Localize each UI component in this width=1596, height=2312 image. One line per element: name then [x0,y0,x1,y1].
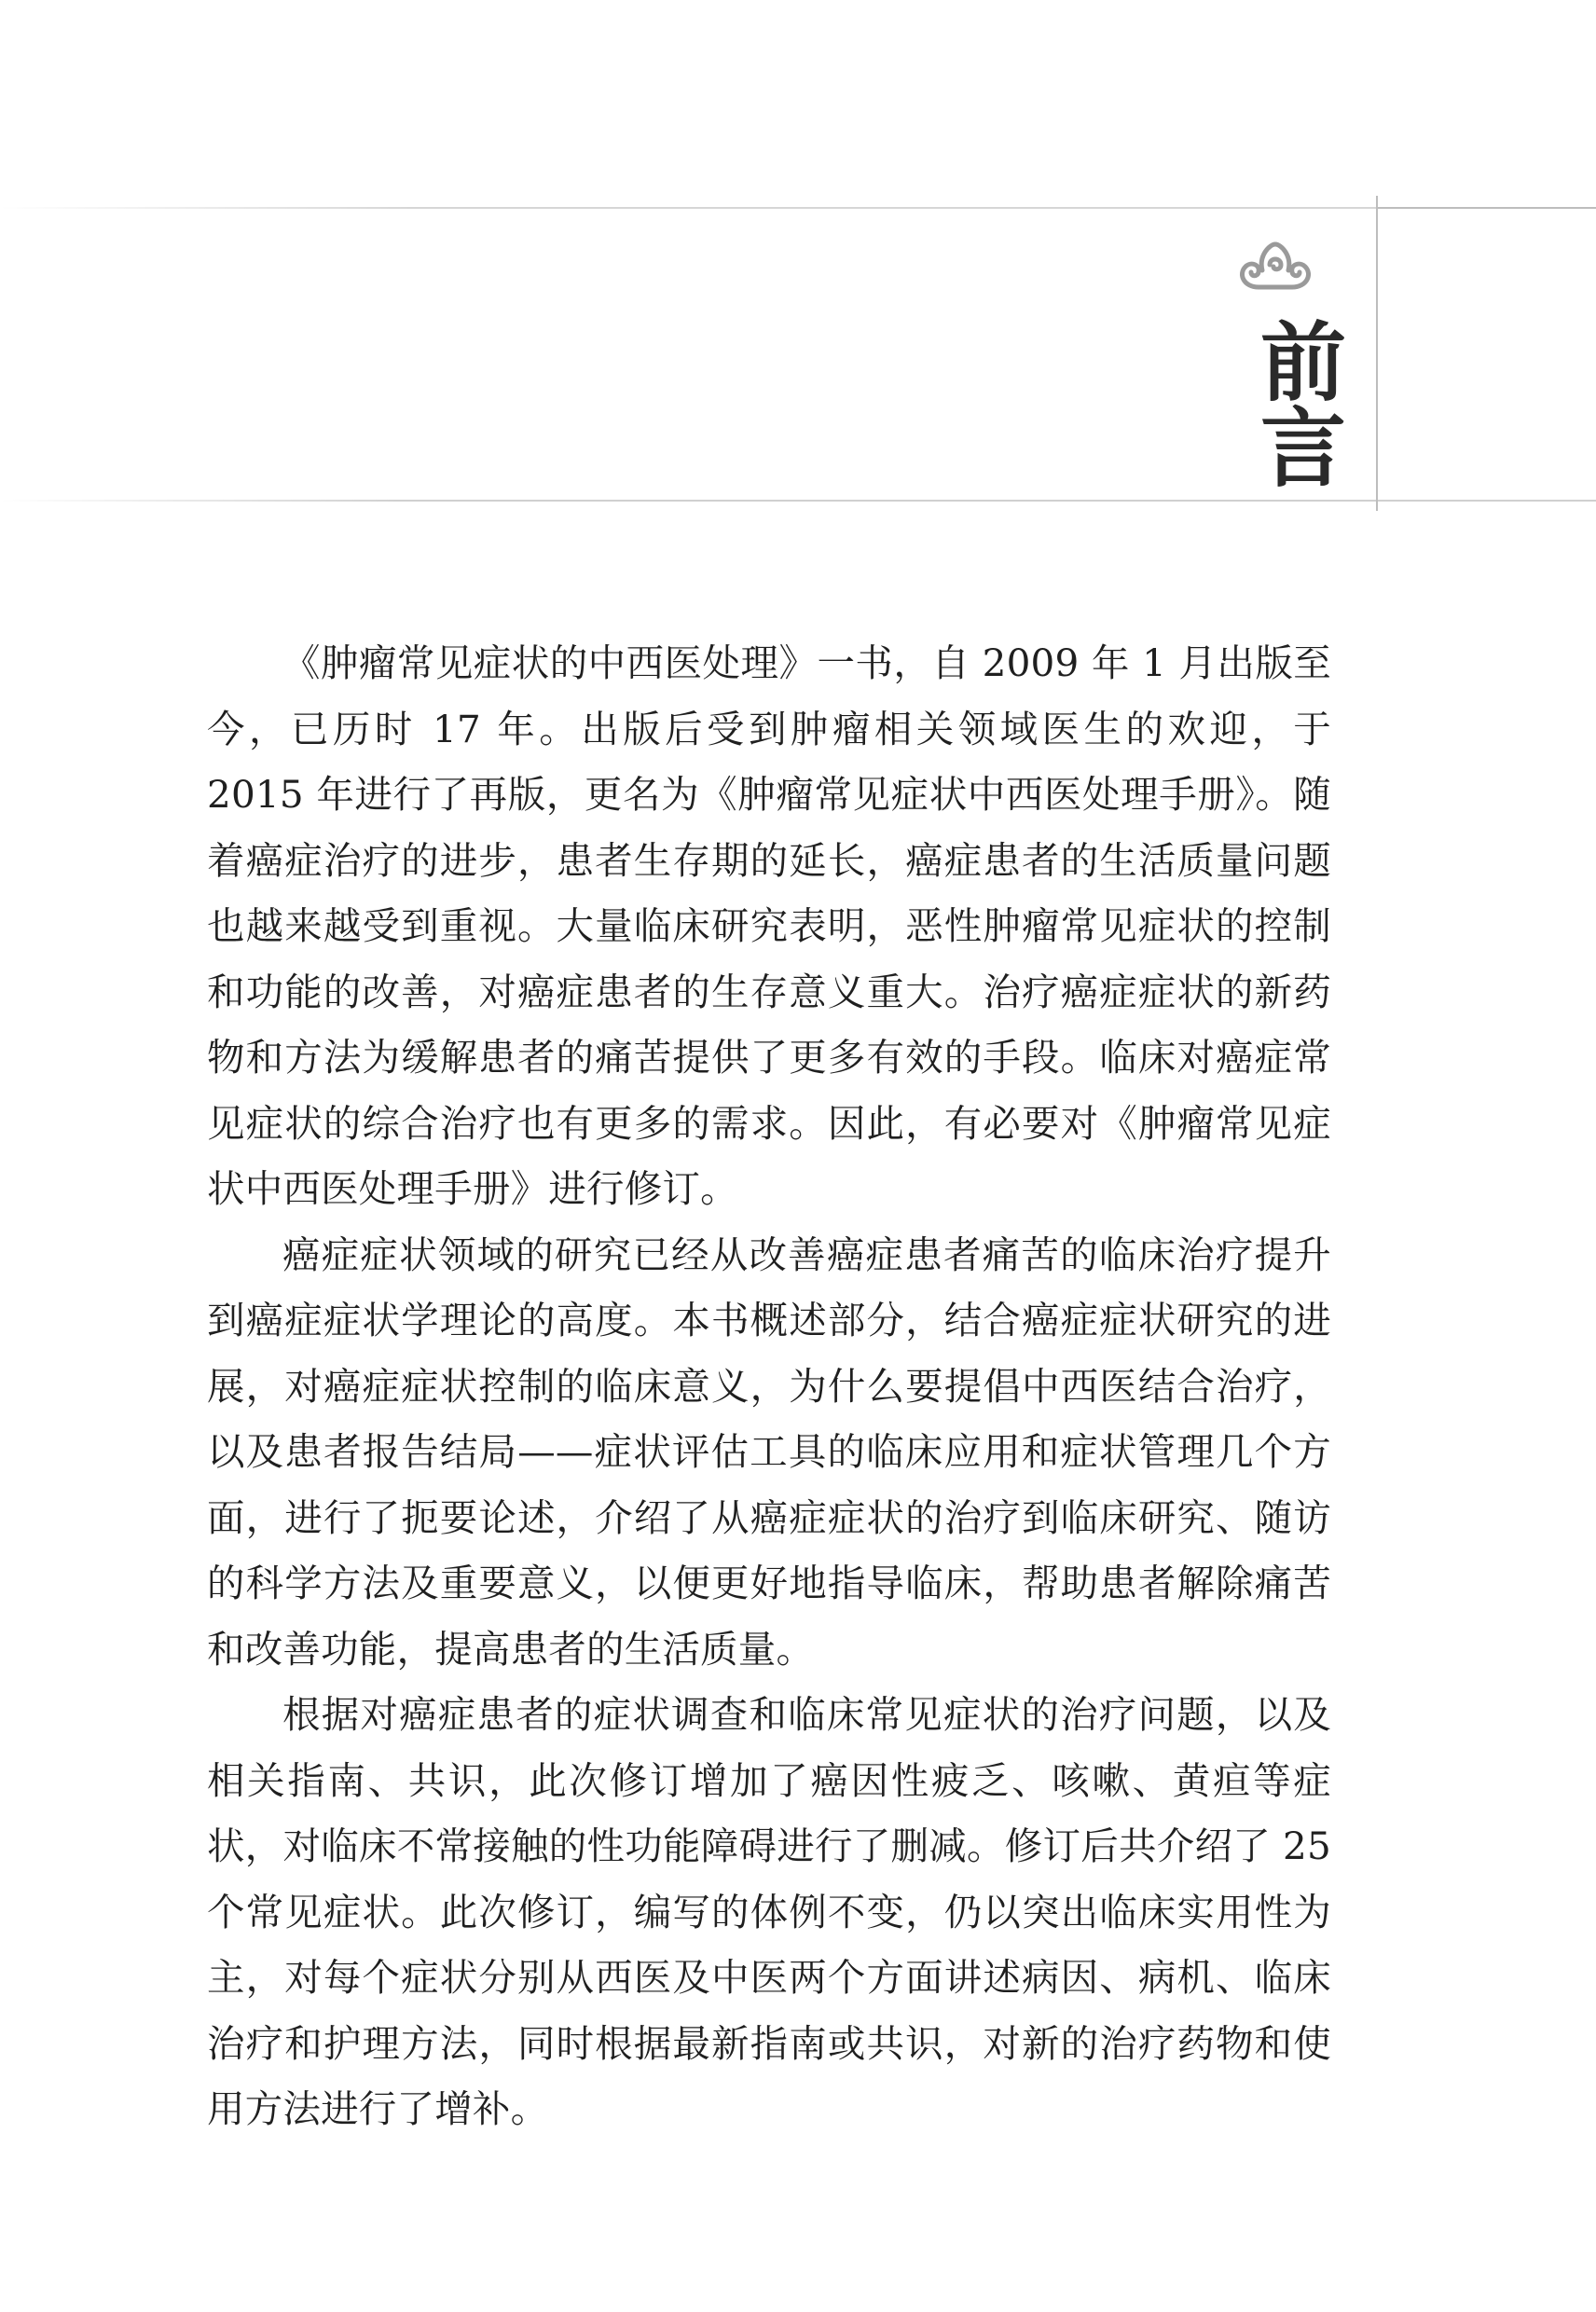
header-rule-bottom [0,500,1596,502]
page-title: 前言 [1246,317,1347,489]
paragraph-1: 《肿瘤常见症状的中西医处理》一书，自 2009 年 1 月出版至今，已历时 17 年。出版后受到肿瘤相关领域医生的欢迎，于 2015 年进行了再版，更名为《肿瘤常见症状中西医处理手册》。随着癌症治疗的进步，患者生存期的延长，癌症患者的生活质量问题也越来越受到重视。大量临床研究表明，恶性肿瘤常见症状的控制和功能的改善，对癌症患者的生存意义重大。治疗癌症症状的新药物和方法为缓解患者的痛苦提供了更多有效的手段。临床对癌症常见症状的综合治疗也有更多的需求。因此，有必要对《肿瘤常见症状中西医处理手册》进行修订。 [207,640,1331,1211]
header-rule-top [0,207,1380,209]
paragraph-2: 癌症症状领域的研究已经从改善癌症患者痛苦的临床治疗提升到癌症症状学理论的高度。本书概述部分，结合癌症症状研究的进展，对癌症症状控制的临床意义，为什么要提倡中西医结合治疗，以及患者报告结局——症状评估工具的临床应用和症状管理几个方面，进行了扼要论述，介绍了从癌症症状的治疗到临床研究、随访的科学方法及重要意义，以便更好地指导临床，帮助患者解除痛苦和改善功能，提高患者的生活质量。 [207,1232,1331,1672]
paragraph-3: 根据对癌症患者的症状调查和临床常见症状的治疗问题，以及相关指南、共识，此次修订增加了癌因性疲乏、咳嗽、黄疸等症状，对临床不常接触的性功能障碍进行了删减。修订后共介绍了 25 个常见症状。此次修订，编写的体例不变，仍以突出临床实用性为主，对每个症状分别从西医及中医两个方面讲述病因、病机、临床治疗和护理方法，同时根据最新指南或共识，对新的治疗药物和使用方法进行了增补。 [207,1692,1331,2131]
preface-body [207,630,1331,2142]
cloud-ornament-icon [1231,233,1320,300]
header-rule-top-right [1378,207,1596,209]
header-rule-vertical [1376,196,1378,511]
